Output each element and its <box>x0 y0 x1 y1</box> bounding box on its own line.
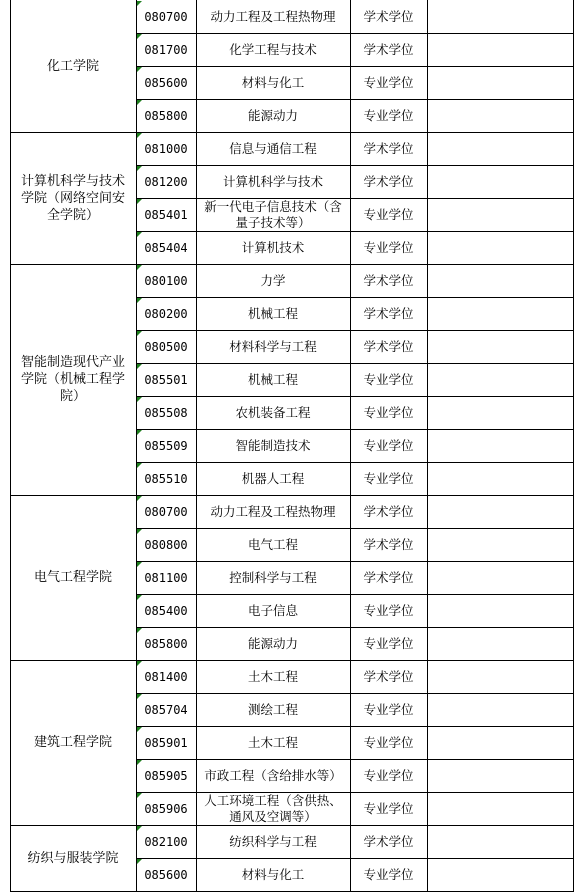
degree-type: 学术学位 <box>363 173 414 189</box>
program-name: 材料与化工 <box>241 74 305 90</box>
empty-cell <box>427 759 573 792</box>
empty-cell <box>427 99 573 132</box>
program-name: 动力工程及工程热物理 <box>210 503 336 519</box>
program-code: 080800 <box>144 537 188 552</box>
program-code: 081100 <box>144 570 188 585</box>
empty-cell <box>427 726 573 759</box>
program-code: 080700 <box>144 504 188 519</box>
program-name: 土木工程 <box>247 734 298 750</box>
text-format-indicator <box>137 1 142 6</box>
text-format-indicator <box>137 826 142 831</box>
empty-cell <box>427 330 573 363</box>
text-format-indicator <box>137 430 142 435</box>
text-format-indicator <box>137 34 142 39</box>
program-name: 测绘工程 <box>247 701 298 717</box>
program-code: 085905 <box>144 768 188 783</box>
empty-cell <box>427 660 573 693</box>
degree-type: 学术学位 <box>363 503 414 519</box>
text-format-indicator <box>137 859 142 864</box>
program-name: 机器人工程 <box>241 470 305 486</box>
college-cell: 电气工程学院 <box>33 570 112 585</box>
program-name: 智能制造技术 <box>235 437 311 453</box>
degree-type: 专业学位 <box>363 602 414 618</box>
program-code: 080700 <box>144 9 188 24</box>
program-code: 080500 <box>144 339 188 354</box>
text-format-indicator <box>137 694 142 699</box>
program-name: 新一代电子信息技术（含量子技术等） <box>204 198 342 230</box>
degree-type: 专业学位 <box>363 404 414 420</box>
program-name: 化学工程与技术 <box>229 41 317 57</box>
degree-type: 专业学位 <box>363 701 414 717</box>
program-name: 机械工程 <box>247 305 298 321</box>
empty-cell <box>427 0 573 33</box>
degree-type: 学术学位 <box>363 569 414 585</box>
degree-type: 专业学位 <box>363 74 414 90</box>
degree-type: 专业学位 <box>363 800 414 816</box>
empty-cell <box>427 429 573 462</box>
text-format-indicator <box>137 727 142 732</box>
empty-cell <box>427 198 573 231</box>
program-name: 纺织科学与工程 <box>229 833 317 849</box>
text-format-indicator <box>137 100 142 105</box>
empty-cell <box>427 693 573 726</box>
program-name: 计算机科学与技术 <box>222 173 323 189</box>
text-format-indicator <box>137 133 142 138</box>
text-format-indicator <box>137 793 142 798</box>
degree-type: 专业学位 <box>363 206 414 222</box>
program-code: 085704 <box>144 702 188 717</box>
empty-cell <box>427 132 573 165</box>
column-border <box>196 0 197 892</box>
empty-cell <box>427 33 573 66</box>
empty-cell <box>427 363 573 396</box>
degree-type: 学术学位 <box>363 668 414 684</box>
column-border <box>573 0 574 892</box>
program-code: 085901 <box>144 735 188 750</box>
program-name: 农机装备工程 <box>235 404 311 420</box>
text-format-indicator <box>137 496 142 501</box>
empty-cell <box>427 165 573 198</box>
degree-type: 专业学位 <box>363 866 414 882</box>
text-format-indicator <box>137 232 142 237</box>
program-code: 085906 <box>144 801 188 816</box>
empty-cell <box>427 528 573 561</box>
column-border <box>136 0 137 892</box>
program-code: 081000 <box>144 141 188 156</box>
program-code: 081200 <box>144 174 188 189</box>
empty-cell <box>427 297 573 330</box>
text-format-indicator <box>137 529 142 534</box>
text-format-indicator <box>137 298 142 303</box>
empty-cell <box>427 462 573 495</box>
program-name: 计算机技术 <box>241 239 305 255</box>
program-name: 人工环境工程（含供热、通风及空调等） <box>204 792 342 824</box>
empty-cell <box>427 231 573 264</box>
text-format-indicator <box>137 331 142 336</box>
degree-type: 学术学位 <box>363 41 414 57</box>
text-format-indicator <box>137 166 142 171</box>
program-code: 085508 <box>144 405 188 420</box>
group-border <box>10 891 574 892</box>
program-name: 力学 <box>260 272 286 288</box>
degree-type: 学术学位 <box>363 833 414 849</box>
program-code: 085800 <box>144 636 188 651</box>
program-name: 材料科学与工程 <box>229 338 317 354</box>
text-format-indicator <box>137 562 142 567</box>
empty-cell <box>427 825 573 858</box>
program-code: 085800 <box>144 108 188 123</box>
college-cell: 计算机科学与技术学院（网络空间安全学院） <box>20 173 125 223</box>
empty-cell <box>427 561 573 594</box>
text-format-indicator <box>137 67 142 72</box>
empty-cell <box>427 495 573 528</box>
program-code: 082100 <box>144 834 188 849</box>
college-cell: 智能制造现代产业学院（机械工程学院） <box>20 355 125 404</box>
degree-type: 专业学位 <box>363 734 414 750</box>
empty-cell <box>427 264 573 297</box>
program-name: 机械工程 <box>247 371 298 387</box>
program-code: 081700 <box>144 42 188 57</box>
degree-type: 专业学位 <box>363 239 414 255</box>
program-name: 信息与通信工程 <box>229 140 317 156</box>
program-name: 电子信息 <box>247 602 298 618</box>
text-format-indicator <box>137 760 142 765</box>
program-code: 085510 <box>144 471 188 486</box>
program-name: 动力工程及工程热物理 <box>210 8 336 24</box>
empty-cell <box>427 396 573 429</box>
column-border <box>427 0 428 892</box>
degree-type: 学术学位 <box>363 272 414 288</box>
text-format-indicator <box>137 595 142 600</box>
text-format-indicator <box>137 364 142 369</box>
text-format-indicator <box>137 397 142 402</box>
program-code: 085509 <box>144 438 188 453</box>
program-code: 080100 <box>144 273 188 288</box>
degree-type: 专业学位 <box>363 470 414 486</box>
program-code: 081400 <box>144 669 188 684</box>
text-format-indicator <box>137 628 142 633</box>
text-format-indicator <box>137 199 142 204</box>
degree-type: 学术学位 <box>363 305 414 321</box>
program-code: 085600 <box>144 867 188 882</box>
degree-type: 专业学位 <box>363 371 414 387</box>
column-border <box>350 0 351 892</box>
column-border <box>10 0 11 892</box>
program-code: 085404 <box>144 240 188 255</box>
program-name: 能源动力 <box>247 107 298 123</box>
program-code: 080200 <box>144 306 188 321</box>
degree-type: 学术学位 <box>363 8 414 24</box>
program-name: 材料与化工 <box>241 866 305 882</box>
college-cell: 化工学院 <box>46 58 99 74</box>
text-format-indicator <box>137 265 142 270</box>
empty-cell <box>427 792 573 825</box>
degree-type: 专业学位 <box>363 635 414 651</box>
program-name: 能源动力 <box>247 635 298 651</box>
degree-type: 学术学位 <box>363 338 414 354</box>
text-format-indicator <box>137 463 142 468</box>
program-code: 085400 <box>144 603 188 618</box>
program-code: 085501 <box>144 372 188 387</box>
college-cell: 纺织与服装学院 <box>27 850 119 866</box>
college-cell: 建筑工程学院 <box>33 735 112 750</box>
empty-cell <box>427 858 573 891</box>
degree-type: 学术学位 <box>363 536 414 552</box>
program-name: 电气工程 <box>247 536 298 552</box>
degree-type: 专业学位 <box>363 107 414 123</box>
program-name: 控制科学与工程 <box>229 569 317 585</box>
empty-cell <box>427 66 573 99</box>
program-name: 土木工程 <box>247 668 298 684</box>
degree-type: 学术学位 <box>363 140 414 156</box>
empty-cell <box>427 594 573 627</box>
text-format-indicator <box>137 661 142 666</box>
degree-type: 专业学位 <box>363 437 414 453</box>
program-code: 085401 <box>144 207 188 222</box>
program-name: 市政工程（含给排水等） <box>204 767 342 783</box>
degree-type: 专业学位 <box>363 767 414 783</box>
empty-cell <box>427 627 573 660</box>
program-code: 085600 <box>144 75 188 90</box>
